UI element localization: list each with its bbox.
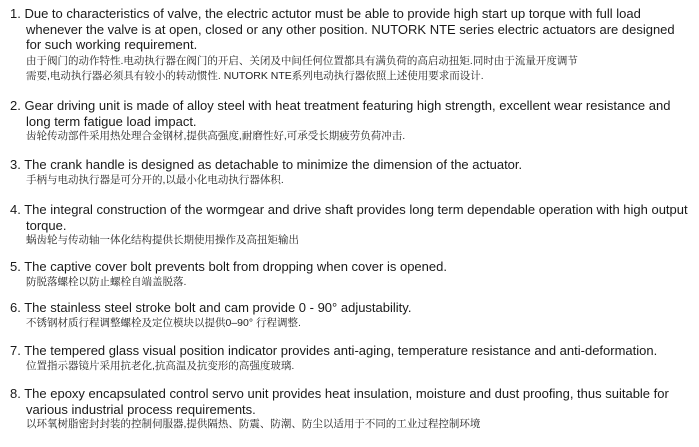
feature-3-chinese: 手柄与电动执行器是可分开的,以最小化电动执行器体积. xyxy=(26,173,284,186)
feature-6-chinese: 不锈钢材质行程调整螺栓及定位模块以提供0–90° 行程调整. xyxy=(26,316,301,329)
feature-8-english: 8. The epoxy encapsulated control servo unit provides heat insulation, moisture and dust proofing, thus suitable for various industrial process requirements. xyxy=(10,386,669,417)
feature-7-english: 7. The tempered glass visual position indicator provides anti-aging, temperature resistance and anti-deformation. xyxy=(10,343,658,358)
feature-1-chinese-line-2: 需要,电动执行器必须具有较小的转动惯性. NUTORK NTE系列电动执行器依照上述使用要求而设计. xyxy=(26,69,484,82)
feature-item-1 xyxy=(10,6,690,83)
feature-item-8 xyxy=(10,386,690,431)
feature-item-2 xyxy=(10,98,690,143)
feature-item-6 xyxy=(10,300,690,330)
feature-item-3 xyxy=(10,157,690,187)
feature-1-english: 1. Due to characteristics of valve, the electric actutor must be able to provide high start up torque with full load whenever the valve is at open, closed or any other position. NUTORK NTE series electric actuators are designed for such working requirement. xyxy=(10,6,675,52)
feature-3-english: 3. The crank handle is designed as detachable to minimize the dimension of the actuator. xyxy=(10,157,523,172)
feature-item-7 xyxy=(10,343,690,373)
feature-2-english: 2. Gear driving unit is made of alloy steel with heat treatment featuring high strength, excellent wear resistance and long term fatigue load impact. xyxy=(10,98,671,129)
feature-6-english: 6. The stainless steel stroke bolt and cam provide 0 - 90° adjustability. xyxy=(10,300,412,315)
feature-5-english: 5. The captive cover bolt prevents bolt from dropping when cover is opened. xyxy=(10,259,447,274)
feature-2-chinese: 齿轮传动部件采用热处理合金钢材,提供高强度,耐磨性好,可承受长期疲劳负荷冲击. xyxy=(26,130,406,142)
feature-7-chinese: 位置指示器镜片采用抗老化,抗高温及抗变形的高强度玻璃. xyxy=(26,359,295,372)
feature-4-english: 4. The integral construction of the wormgear and drive shaft provides long term dependable operation with high output torque. xyxy=(10,202,688,233)
feature-1-chinese-line-1: 由于阀门的动作特性.电动执行器在阀门的开启、关闭及中间任何位置都具有满负荷的高启动扭矩.同时由于流量开度调节 xyxy=(26,54,578,67)
feature-5-chinese: 防脱落螺栓以防止螺栓自端盖脱落. xyxy=(26,275,187,288)
feature-4-chinese: 蜗齿轮与传动轴一体化结构提供长期使用操作及高扭矩输出 xyxy=(26,234,299,246)
feature-item-4 xyxy=(10,202,690,247)
feature-item-5 xyxy=(10,259,690,289)
feature-8-chinese: 以环氧树脂密封封装的控制伺服器,提供隔热、防震、防潮、防尘以适用于不同的工业过程控制环境 xyxy=(26,418,481,430)
